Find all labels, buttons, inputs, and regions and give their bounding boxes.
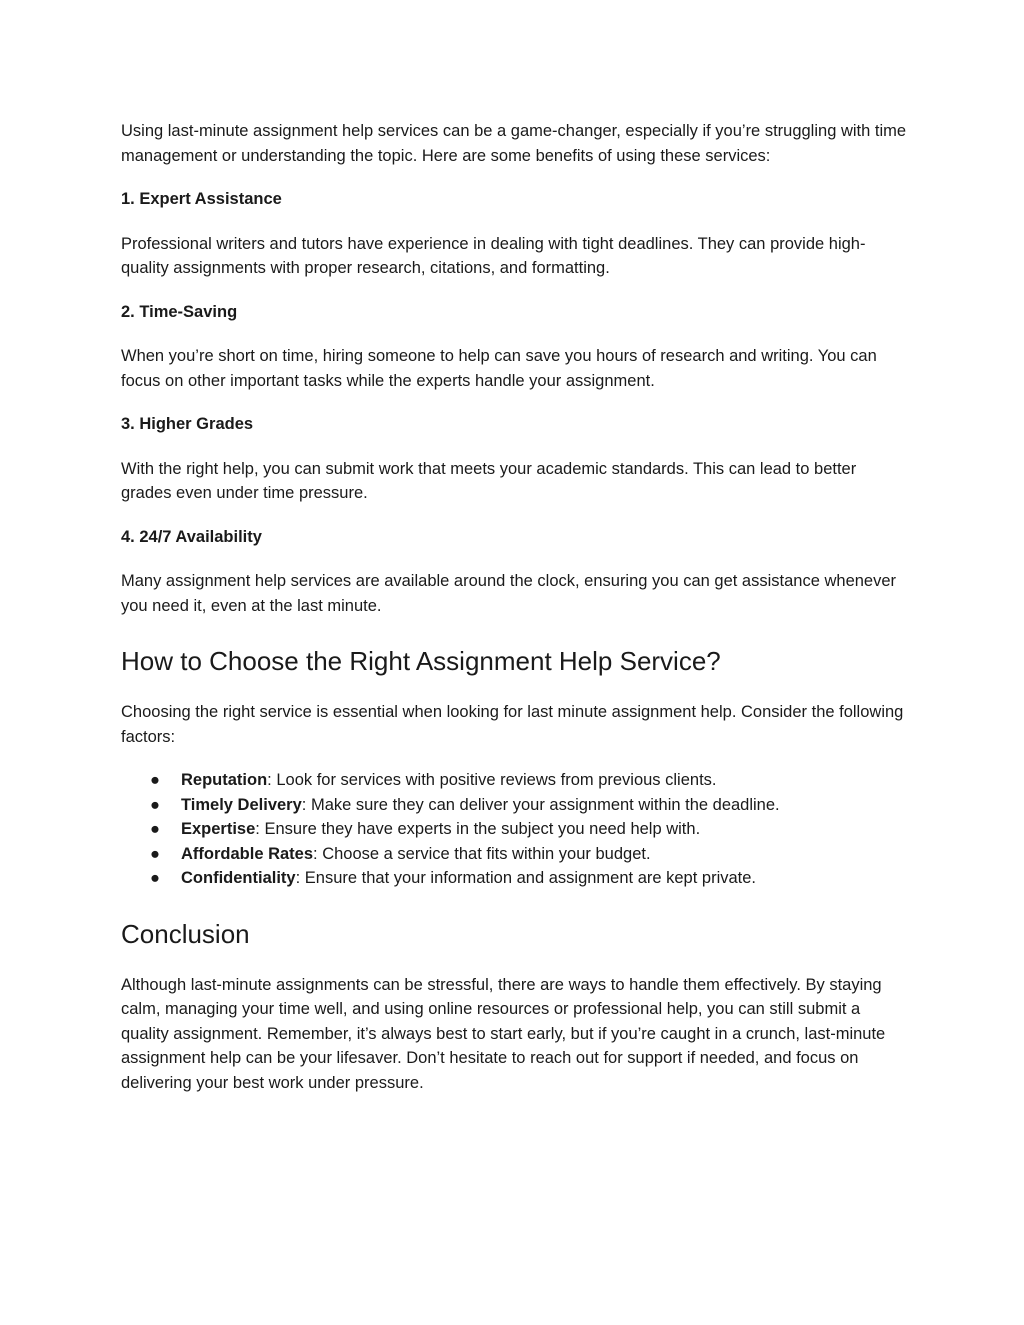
conclusion-paragraph: Although last-minute assignments can be stressful, there are ways to handle them effectively. By staying calm, managing your time well, and using online resources or professional help, you can still submit a quality assignment. Remember, it’s always best to start early, but if you’re caught in a crunch, last-minute assignment help can be your lifesaver. Don’t hesitate to reach out for support if needed, and focus on delivering your best work under pressure. xyxy=(121,975,886,1092)
document-page xyxy=(121,119,911,1095)
intro-paragraph: Using last-minute assignment help services can be a game-changer, especially if you’re struggling with time management or understanding the topic. Here are some benefits of using these services: xyxy=(121,122,907,165)
choose-heading: How to Choose the Right Assignment Help Service? xyxy=(121,646,721,676)
benefit-paragraph: Many assignment help services are available around the clock, ensuring you can get assistance whenever you need it, even at the last minute. xyxy=(121,572,897,615)
benefit-section xyxy=(121,412,911,506)
factor-description: : Ensure they have experts in the subject you need help with. xyxy=(255,820,701,838)
benefit-paragraph: Professional writers and tutors have experience in dealing with tight deadlines. They can provide high-quality assignments with proper research, citations, and formatting. xyxy=(121,234,866,277)
factor-term: Expertise xyxy=(181,820,256,838)
list-item xyxy=(121,768,911,793)
bullet-icon: ● xyxy=(150,820,160,838)
factor-term: Affordable Rates xyxy=(181,844,314,863)
benefit-heading: 3. Higher Grades xyxy=(121,415,254,433)
benefit-heading: 4. 24/7 Availability xyxy=(121,527,262,546)
list-item xyxy=(121,793,911,818)
benefit-section xyxy=(121,187,911,281)
factor-description: : Make sure they can deliver your assignment within the deadline. xyxy=(301,795,780,814)
benefit-paragraph: With the right help, you can submit work that meets your academic standards. This can lead to better grades even under time pressure. xyxy=(121,459,857,502)
factor-term: Confidentiality xyxy=(181,869,296,887)
factor-term: Reputation xyxy=(181,771,268,789)
conclusion-heading: Conclusion xyxy=(121,918,250,949)
factors-list xyxy=(121,768,911,891)
bullet-icon: ● xyxy=(150,795,160,814)
benefit-section xyxy=(121,300,911,394)
factor-description: : Choose a service that fits within your budget. xyxy=(313,844,651,863)
choose-intro-paragraph: Choosing the right service is essential when looking for last minute assignment help. Consider the following factors: xyxy=(121,703,904,746)
benefit-section xyxy=(121,525,911,619)
factor-description: : Ensure that your information and assignment are kept private. xyxy=(295,869,757,887)
benefit-paragraph: When you’re short on time, hiring someone to help can save you hours of research and writing. You can focus on other important tasks while the experts handle your assignment. xyxy=(121,347,877,390)
factor-term: Timely Delivery xyxy=(181,795,302,814)
benefit-heading: 1. Expert Assistance xyxy=(121,190,282,208)
bullet-icon: ● xyxy=(150,844,160,863)
list-item xyxy=(121,842,911,867)
factor-description: : Look for services with positive reviews from previous clients. xyxy=(267,771,717,789)
list-item xyxy=(121,817,911,842)
benefit-heading: 2. Time-Saving xyxy=(121,302,238,321)
bullet-icon: ● xyxy=(150,869,160,887)
list-item xyxy=(121,866,911,891)
bullet-icon: ● xyxy=(150,771,160,789)
